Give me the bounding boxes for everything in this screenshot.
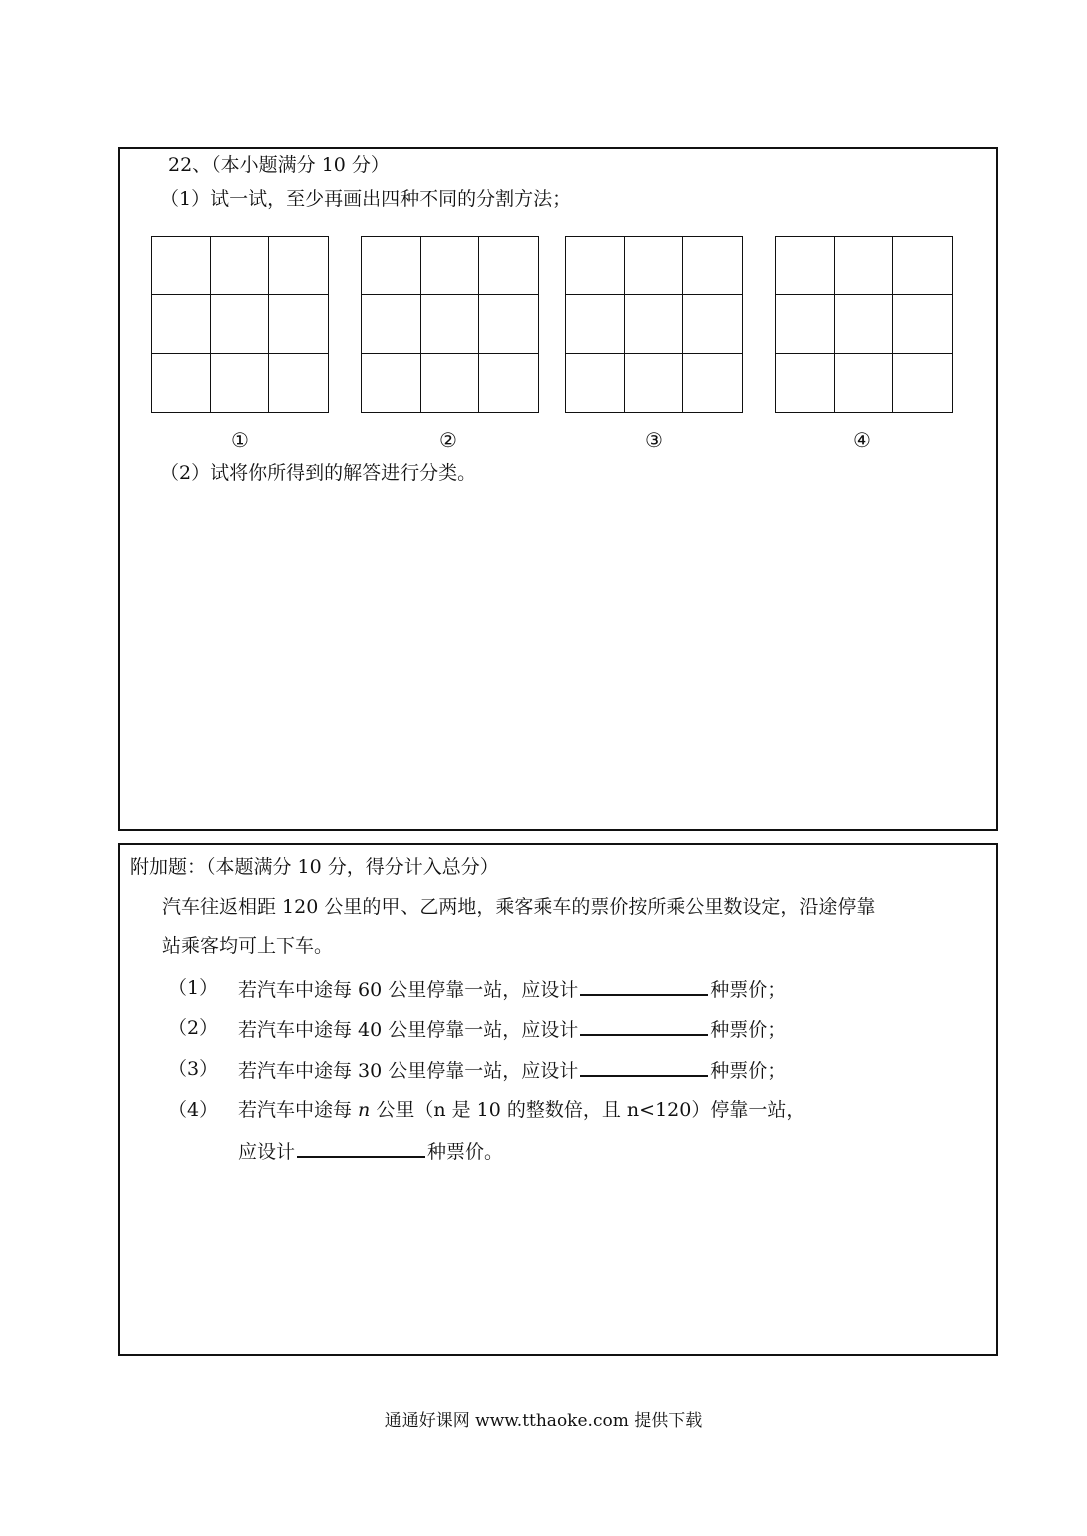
bonus-intro-line2: 站乘客均可上下车。 — [162, 935, 334, 957]
bonus-item-3 — [238, 1057, 786, 1083]
bonus-item-2-suffix: 种票价； — [710, 1019, 787, 1041]
grid-label-3: ③ — [645, 428, 663, 452]
bonus-title: 附加题：（本题满分 10 分，得分计入总分） — [130, 856, 499, 878]
grid-label-4: ④ — [853, 428, 871, 452]
bonus-item-1-suffix: 种票价； — [710, 979, 787, 1001]
answer-blank-1[interactable] — [580, 976, 708, 996]
bonus-item-2-num: （2） — [168, 1017, 219, 1039]
question-22-title: 22、（本小题满分 10 分） — [168, 154, 390, 176]
grid-2[interactable] — [361, 236, 539, 413]
bonus-item-4-num: （4） — [168, 1099, 219, 1121]
grid-label-2: ② — [439, 428, 457, 452]
answer-area-22[interactable] — [150, 500, 970, 810]
grid-4[interactable] — [775, 236, 953, 413]
page-footer: 通通好课网 www.tthaoke.com 提供下载 — [384, 1411, 703, 1431]
answer-blank-3[interactable] — [580, 1057, 708, 1077]
bonus-item-3-suffix: 种票价； — [710, 1060, 787, 1082]
grid-1[interactable] — [151, 236, 329, 413]
bonus-item-4-text-pre: 若汽车中途每 — [238, 1099, 359, 1121]
bonus-item-1-text: 若汽车中途每 60 公里停靠一站，应设计 — [238, 979, 579, 1001]
bonus-intro-line1: 汽车往返相距 120 公里的甲、乙两地，乘客乘车的票价按所乘公里数设定，沿途停靠 — [162, 896, 876, 918]
answer-blank-4[interactable] — [297, 1138, 425, 1158]
question-22-part1: （1）试一试，至少再画出四种不同的分割方法； — [160, 188, 572, 210]
bonus-item-1 — [238, 976, 786, 1002]
bonus-item-3-text: 若汽车中途每 30 公里停靠一站，应设计 — [238, 1060, 579, 1082]
grid-3[interactable] — [565, 236, 743, 413]
bonus-item-4-line2 — [238, 1138, 503, 1164]
bonus-item-4-var: n — [358, 1099, 371, 1121]
bonus-item-4-line2-pre: 应设计 — [238, 1141, 296, 1163]
bonus-item-4 — [238, 1098, 805, 1122]
bonus-item-4-line2-suffix: 种票价。 — [427, 1141, 504, 1163]
bonus-item-4-text-post: 公里（n 是 10 的整数倍，且 n<120）停靠一站， — [370, 1099, 806, 1121]
question-22-part2: （2）试将你所得到的解答进行分类。 — [160, 462, 477, 484]
answer-blank-2[interactable] — [580, 1016, 708, 1036]
bonus-item-1-num: （1） — [168, 977, 219, 999]
bonus-item-2-text: 若汽车中途每 40 公里停靠一站，应设计 — [238, 1019, 579, 1041]
bonus-item-3-num: （3） — [168, 1058, 219, 1080]
grid-label-1: ① — [231, 428, 249, 452]
bonus-item-2 — [238, 1016, 786, 1042]
